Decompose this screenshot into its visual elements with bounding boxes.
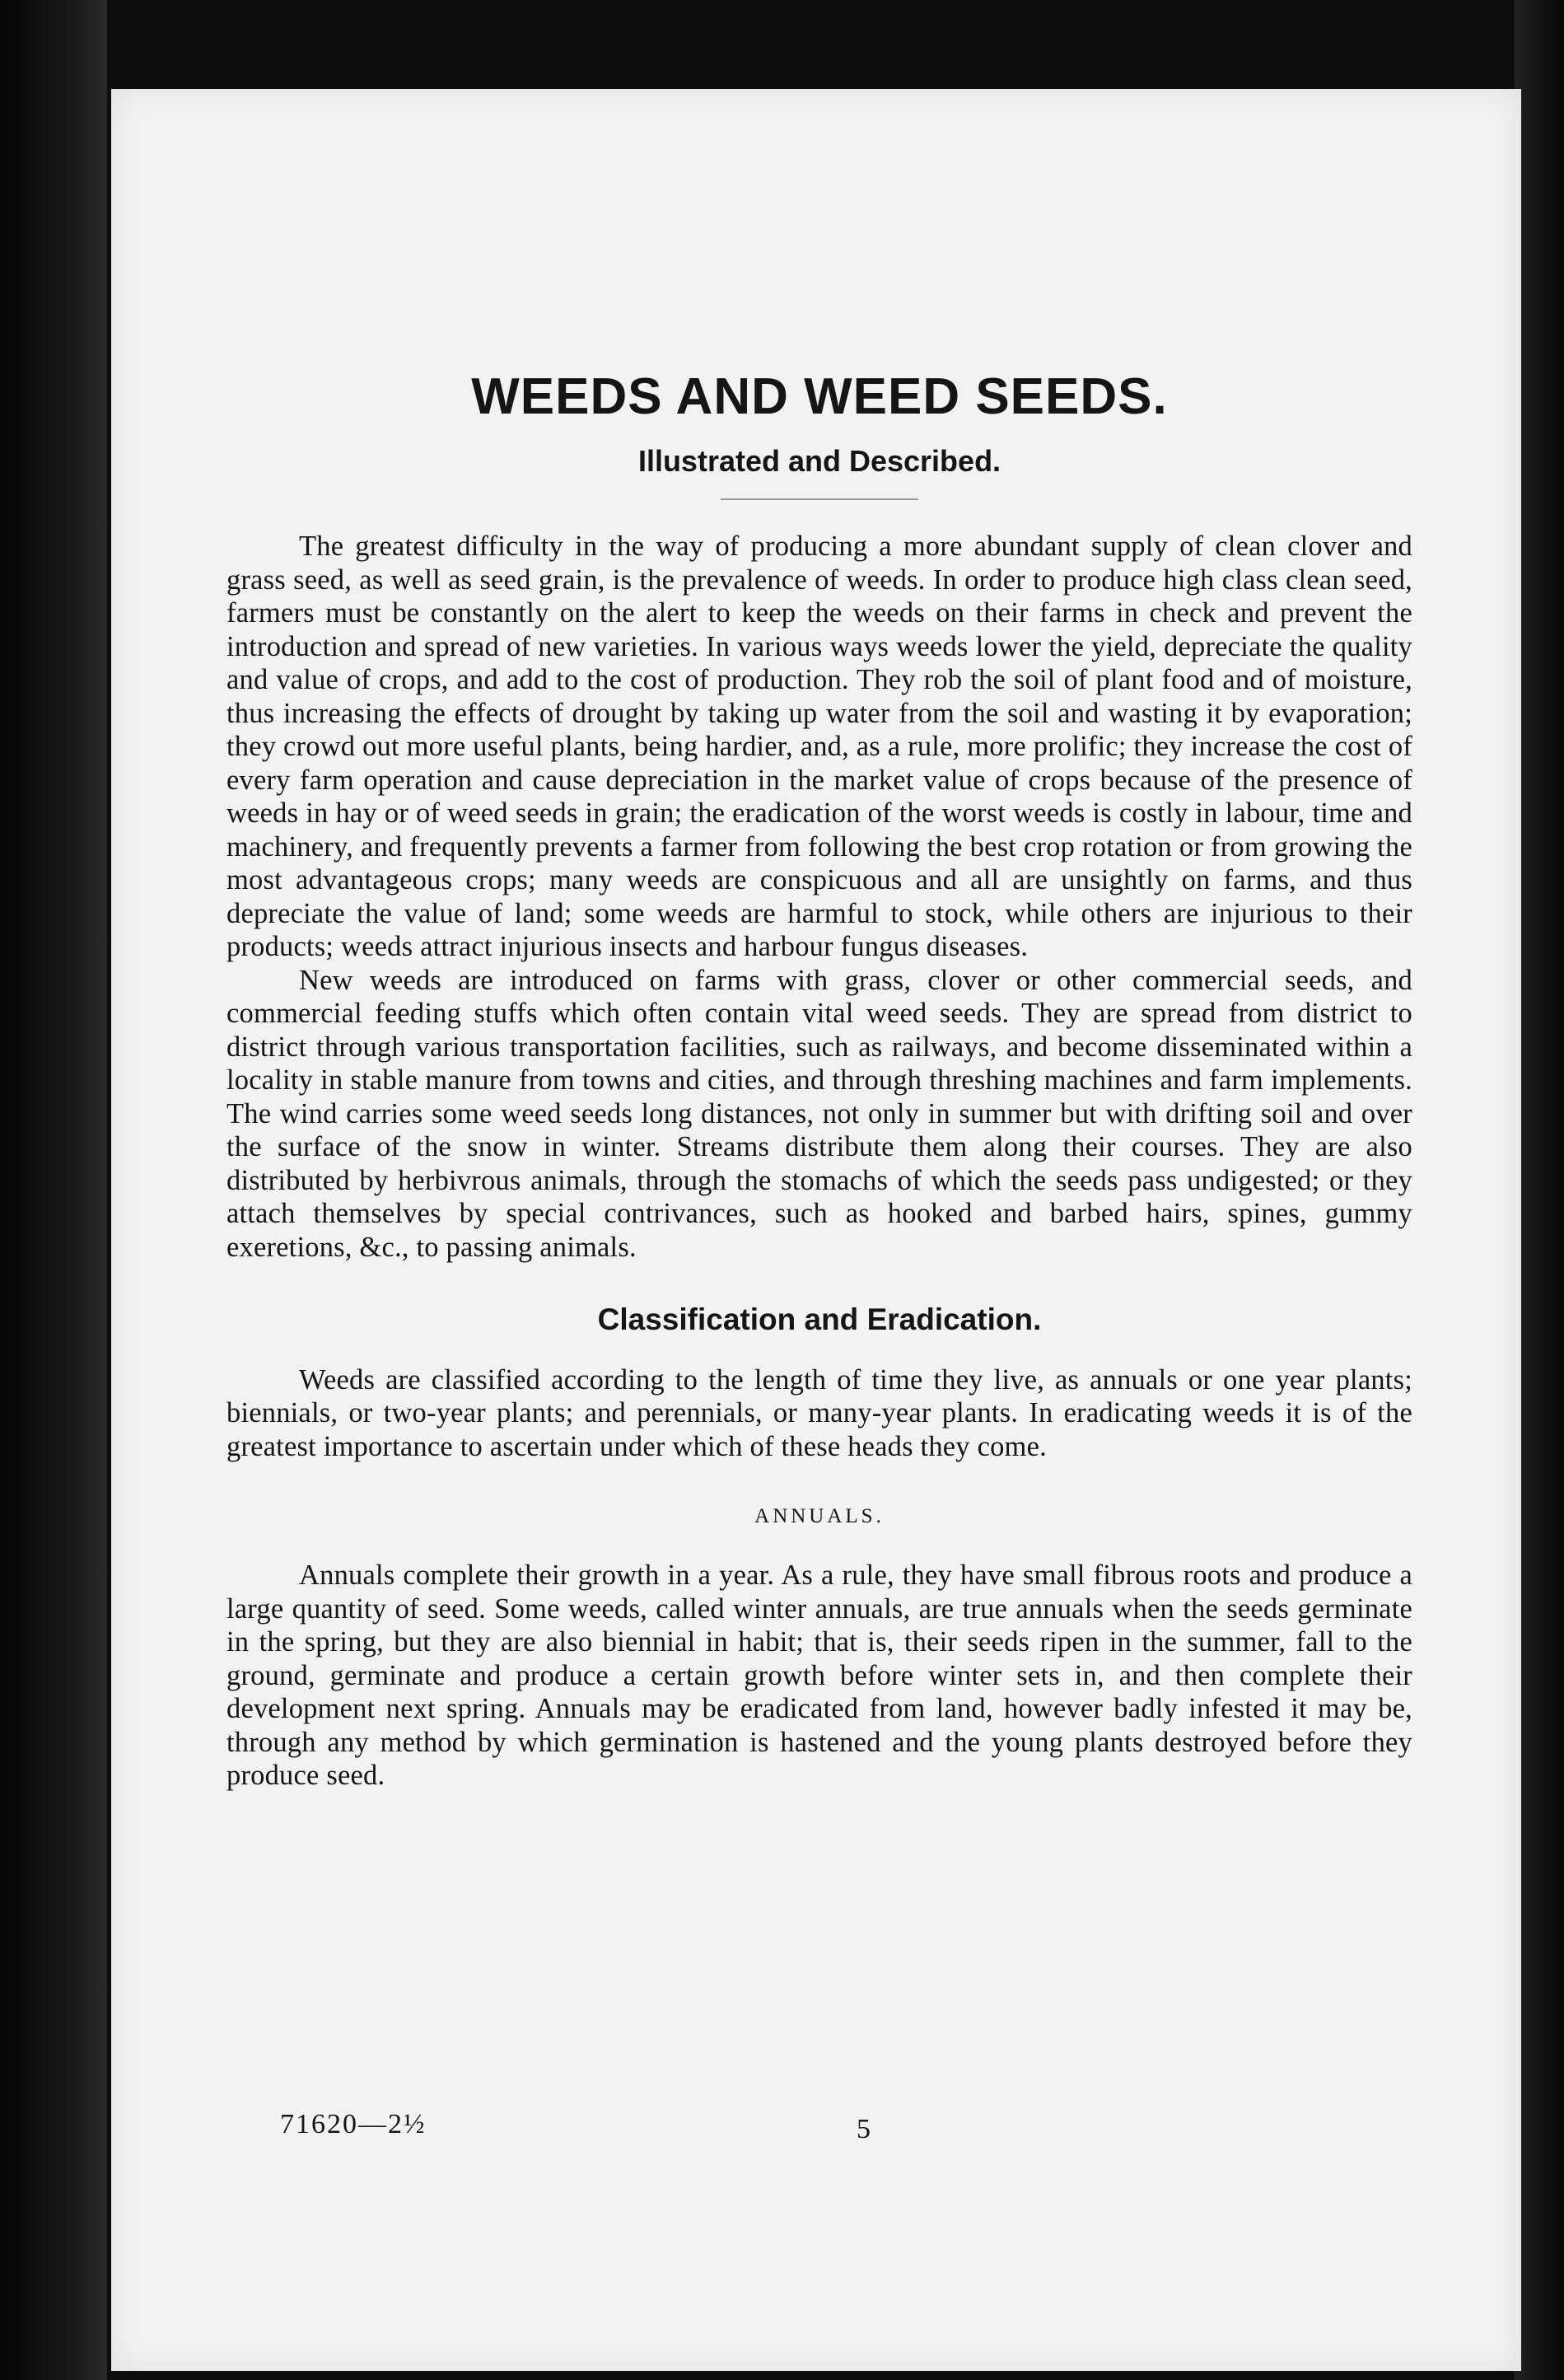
page-number: 5 [857,2114,871,2144]
classification-paragraph: Weeds are classified according to the length of time they live, as annuals or one year plants; biennials, or two-year plants; and perennials, or many-year plants. In eradicating weeds it is of the greatest importance to ascertain under which of these heads they come. [226,1363,1412,1462]
printer-signature: 71620—2½ [280,2109,427,2139]
annuals-heading: ANNUALS. [754,1505,885,1528]
intro-paragraph: The greatest difficulty in the way of producing a more abundant supply of clean clover and grass seed, as well as seed grain, is the prevalence of weeds. In order to produce high class clean seed, farmers must be constantly on the alert to keep the weeds on their farms in check and prevent the introduction and spread of new varieties. In various ways weeds lower the yield, depreciate the quality and value of crops, and add to the cost of production. They rob the soil of plant food and of moisture, thus increasing the effects of drought by taking up water from the soil and wasting it by evaporation; they crowd out more useful plants, being hardier, and, as a rule, more prolific; they increase the cost of every farm operation and cause depreciation in the market value of crops because of the presence of weeds in hay or of weed seeds in grain; the eradication of the worst weeds is costly in labour, time and machinery, and frequently prevents a farmer from following the best crop rotation or from growing the most advantageous crops; many weeds are conspicuous and all are unsightly on farms, and thus depreciate the value of land; some weeds are harmful to stock, while others are injurious to their products; weeds attract injurious insects and harbour fungus diseases. [226,531,1412,963]
scan-border-right [1515,0,1564,2380]
document-subtitle: Illustrated and Described. [637,444,1001,479]
classification-heading: Classification and Eradication. [597,1302,1042,1337]
spread-paragraph: New weeds are introduced on farms with grass, clover or other commercial seeds, and commercial feeding stuffs which often contain vital weed seeds. They are spread from district to district through various transportation facilities, such as railways, and become disseminated within a locality in stable manure from towns and cities, and through threshing machines and farm implements. The wind carries some weed seeds long distances, not only in summer but with drifting soil and over the surface of the snow in winter. Streams distribute them along their courses. They are also distributed by herbivrous animals, through the stomachs of which the seeds pass undigested; or they attach themselves by special contrivances, such as hooked and barbed hairs, spines, gummy exeretions, &c., to passing animals. [226,964,1412,1263]
document-title: WEEDS AND WEED SEEDS. [471,368,1168,425]
page-footer [280,2109,1482,2158]
scan-border-left [0,0,107,2380]
document-page [111,89,1521,2371]
title-divider [721,498,918,500]
annuals-paragraph: Annuals complete their growth in a year. As a rule, they have small fibrous roots and produce a large quantity of seed. Some weeds, called winter annuals, are true annuals when the seeds germinate in the spring, but they are also biennial in habit; that is, their seeds ripen in the summer, fall to the ground, germinate and produce a certain growth before winter sets in, and then complete their development next spring. Annuals may be eradicated from land, however badly infested it may be, through any method by which germination is hastened and the young plants destroyed before they produce seed. [226,1559,1412,1792]
page-content [226,369,1412,1793]
